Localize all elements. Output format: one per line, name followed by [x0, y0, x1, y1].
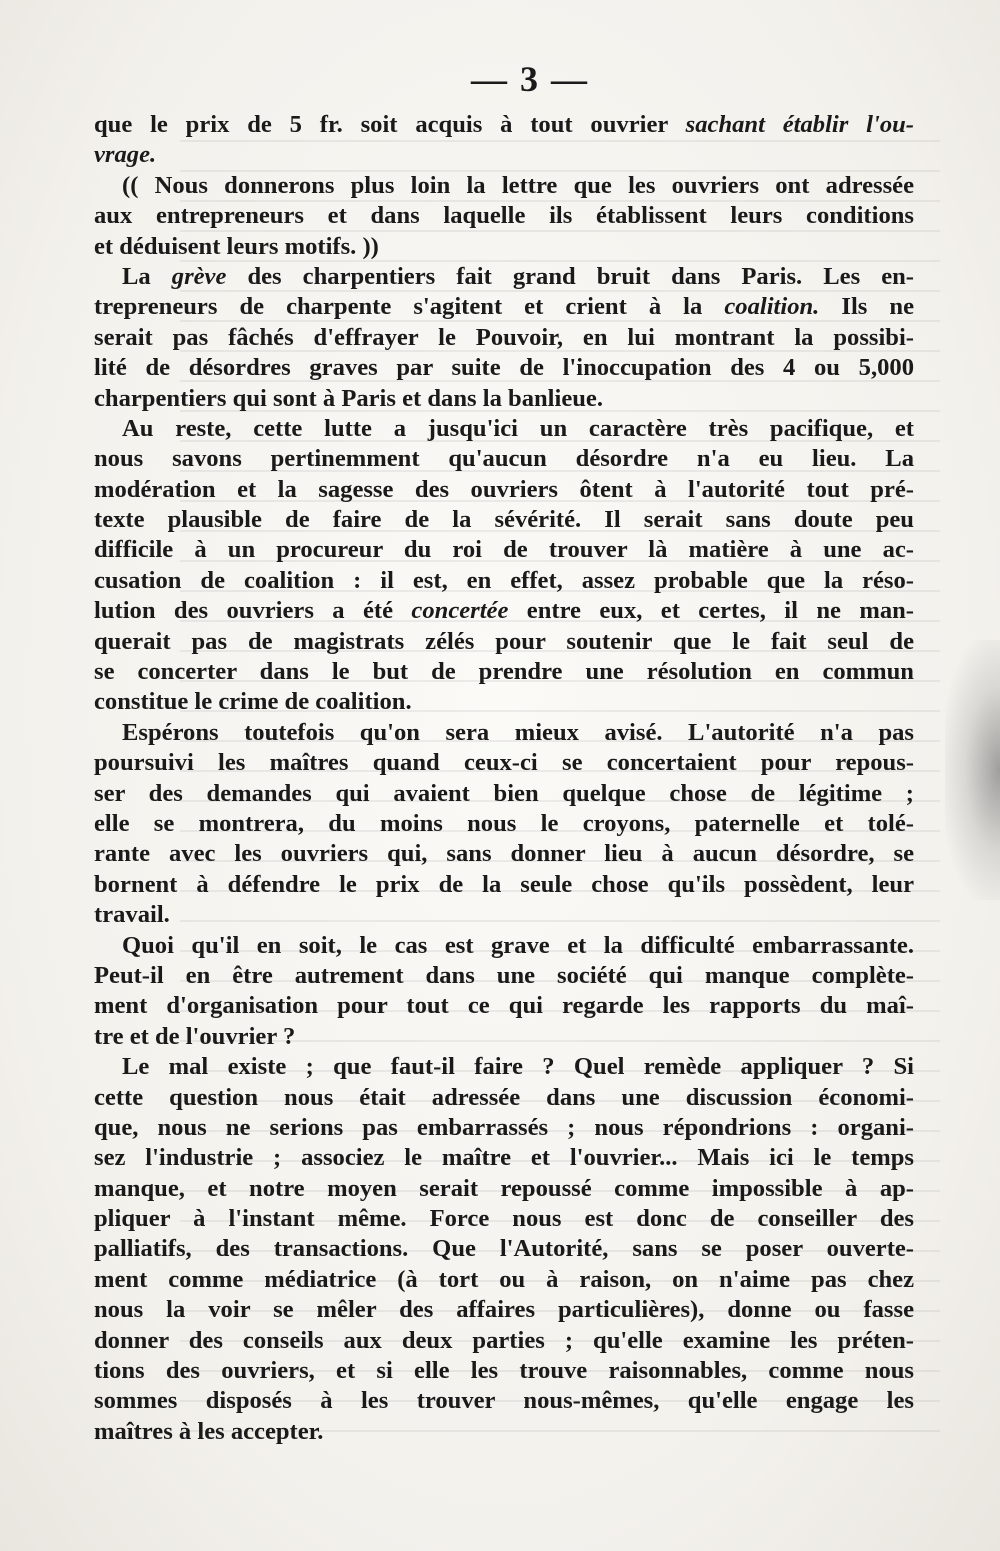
text-line [94, 627, 914, 657]
text-run: pliquer à l'instant même. Force nous est donc de conseiller des [94, 1205, 914, 1233]
text-line [94, 961, 914, 991]
text-line [94, 171, 914, 201]
text-run: nous la voir se mêler des affaires particulières), donne ou fasse [94, 1296, 914, 1324]
text-run: poursuivi les maîtres quand ceux-ci se concertaient pour repous- [94, 749, 914, 777]
text-line [94, 870, 914, 900]
text-run: que, nous ne serions pas embarrassés ; nous répondrions : organi- [94, 1113, 914, 1141]
text-line [94, 1113, 914, 1143]
text-line [94, 809, 914, 839]
text-run: cette question nous était adressée dans une discussion économi- [94, 1083, 914, 1111]
text-run: sommes disposés à les trouver nous-mêmes, qu'elle engage les [94, 1387, 914, 1415]
text-run: charpentiers qui sont à Paris et dans la banlieue. [94, 384, 603, 412]
text-line [94, 292, 914, 322]
text-run: Quoi qu'il en soit, le cas est grave et la difficulté embarrassante. [122, 931, 914, 959]
text-line [94, 931, 914, 961]
text-line [94, 596, 914, 626]
italic-run: vrage. [94, 141, 157, 169]
text-run: modération et la sagesse des ouvriers ôtent à l'autorité tout pré- [94, 475, 914, 503]
italic-run: concertée [411, 597, 509, 625]
text-run: La [122, 262, 172, 290]
text-line [94, 1083, 914, 1113]
text-line [94, 1417, 914, 1447]
text-run: ser des demandes qui avaient bien quelque chose de légitime ; [94, 779, 914, 807]
text-run: nous savons pertinemment qu'aucun désordre n'a eu lieu. La [94, 445, 914, 473]
text-run: cusation de coalition : il est, en effet, assez probable que la réso- [94, 566, 914, 594]
text-line [94, 444, 914, 474]
text-run: querait pas de magistrats zélés pour soutenir que le fait seul de [94, 627, 914, 655]
paragraph [94, 262, 914, 414]
text-run: manque, et notre moyen serait repoussé comme impossible à ap- [94, 1174, 914, 1202]
text-run: que le prix de 5 fr. soit acquis à tout ouvrier [94, 111, 686, 138]
text-run: tions des ouvriers, et si elle les trouve raisonnables, comme nous [94, 1357, 914, 1385]
text-run: lution des ouvriers a été [94, 597, 412, 625]
italic-run: coalition. [724, 293, 820, 321]
text-line [94, 1295, 914, 1325]
text-run: Espérons toutefois qu'on sera mieux avisé. L'autorité n'a pas [122, 718, 914, 746]
text-line [94, 414, 914, 444]
text-run: Peut-il en être autrement dans une société qui manque complète- [94, 961, 914, 989]
paragraph [94, 414, 914, 718]
text-line [94, 1143, 914, 1173]
page-edge-shadow [945, 640, 1000, 900]
text-run: se concerter dans le but de prendre une résolution en commun [94, 658, 914, 686]
text-line [94, 687, 914, 717]
text-line [94, 475, 914, 505]
text-line [94, 839, 914, 869]
text-run: travail. [94, 901, 170, 929]
text-run: sez l'industrie ; associez le maître et l'ouvrier... Mais ici le temps [94, 1144, 914, 1172]
text-run: ment d'organisation pour tout ce qui regarde les rapports du maî- [94, 992, 914, 1020]
text-line [94, 900, 914, 930]
text-line [94, 718, 914, 748]
text-line [94, 748, 914, 778]
text-line [94, 657, 914, 687]
text-run: elle se montrera, du moins nous le croyons, paternelle et tolé- [94, 809, 914, 837]
paragraph [94, 110, 914, 171]
paragraph [94, 171, 914, 262]
text-line [94, 384, 914, 414]
text-line [94, 110, 914, 140]
text-line [94, 262, 914, 292]
text-run: Le mal existe ; que faut-il faire ? Quel remède appliquer ? Si [122, 1053, 914, 1081]
text-run: palliatifs, des transactions. Que l'Autorité, sans se poser ouverte- [94, 1235, 914, 1263]
text-run: (( Nous donnerons plus loin la lettre que les ouvriers ont adressée [122, 171, 914, 199]
text-run: serait pas fâchés d'effrayer le Pouvoir, en lui montrant la possibi- [94, 323, 914, 351]
text-line [94, 201, 914, 231]
text-run: bornent à défendre le prix de la seule chose qu'ils possèdent, leur [94, 870, 914, 898]
text-line [94, 140, 914, 170]
text-run: tre et de l'ouvrier ? [94, 1022, 296, 1050]
text-run: des charpentiers fait grand bruit dans Paris. Les en- [226, 262, 914, 290]
text-line [94, 1326, 914, 1356]
text-line [94, 1386, 914, 1416]
text-run: maîtres à les accepter. [94, 1417, 324, 1445]
text-line [94, 779, 914, 809]
text-line [94, 535, 914, 565]
text-run: lité de désordres graves par suite de l'inoccupation des 4 ou 5,000 [94, 354, 914, 382]
text-run: Au reste, cette lutte a jusqu'ici un caractère très pacifique, et [122, 414, 914, 442]
italic-run: grève [171, 262, 227, 290]
paragraph [94, 1052, 914, 1447]
text-run: difficile à un procureur du roi de trouver là matière à une ac- [94, 536, 914, 564]
text-run: texte plausible de faire de la sévérité. Il serait sans doute peu [94, 506, 914, 534]
text-line [94, 1356, 914, 1386]
text-line [94, 1052, 914, 1082]
text-run: et déduisent leurs motifs. )) [94, 232, 379, 260]
paragraph [94, 718, 914, 931]
text-run: aux entrepreneurs et dans laquelle ils établissent leurs conditions [94, 202, 914, 230]
page-number: — 3 — [471, 59, 589, 99]
italic-run: sachant établir l'ou- [685, 111, 914, 138]
text-run: donner des conseils aux deux parties ; qu'elle examine les préten- [94, 1326, 914, 1354]
text-line [94, 1204, 914, 1234]
text-line [94, 353, 914, 383]
text-run: entre eux, et certes, il ne man- [508, 597, 914, 625]
paragraph [94, 931, 914, 1053]
text-line [94, 323, 914, 353]
text-run: ment comme médiatrice (à tort ou à raison, on n'aime pas chez [94, 1265, 914, 1293]
text-run: Ils ne [819, 293, 914, 321]
text-line [94, 1265, 914, 1295]
text-line [94, 991, 914, 1021]
text-run: constitue le crime de coalition. [94, 688, 412, 716]
text-run: rante avec les ouvriers qui, sans donner lieu à aucun désordre, se [94, 840, 914, 868]
text-line [94, 232, 914, 262]
text-line [94, 566, 914, 596]
text-line [94, 1234, 914, 1264]
text-run: trepreneurs de charpente s'agitent et crient à la [94, 293, 725, 321]
text-line [94, 1022, 914, 1052]
text-line [94, 505, 914, 535]
body-text [94, 110, 914, 1447]
text-line [94, 1174, 914, 1204]
